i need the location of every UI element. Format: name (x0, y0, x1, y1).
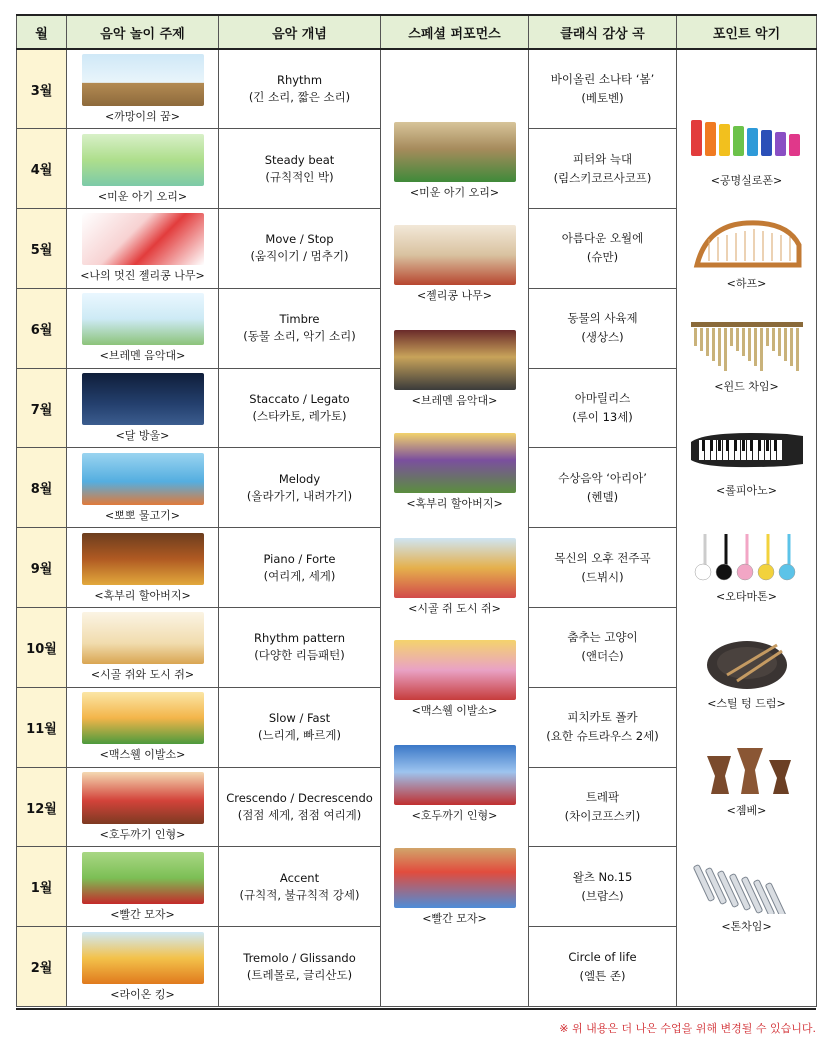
concept-en: Tremolo / Glissando (243, 950, 356, 965)
month-cell: 8월 (17, 448, 67, 528)
concept-cell (219, 608, 381, 688)
topic-cell (67, 368, 219, 448)
footnote: ※ 위 내용은 더 나은 수업을 위해 변경될 수 있습니다. (559, 1022, 816, 1035)
instrument-item (677, 858, 816, 934)
classic-composer: (차이코프스키) (564, 809, 641, 824)
concept-ko: (규칙적, 불규칙적 강세) (239, 887, 360, 902)
classic-cell (529, 49, 677, 129)
concept-ko: (긴 소리, 짧은 소리) (248, 90, 351, 105)
instrument-item (677, 422, 816, 498)
instrument-label: <하프> (726, 277, 767, 290)
instrument-item (677, 528, 816, 604)
concept-cell (219, 368, 381, 448)
concept-en: Crescendo / Decrescendo (226, 791, 373, 806)
classic-piece: 목신의 오후 전주곡 (554, 550, 651, 565)
concept-en: Timbre (279, 312, 320, 327)
topic-illustration (82, 772, 204, 824)
schedule-table (16, 14, 817, 1007)
topic-label: <호두까기 인형> (99, 828, 186, 842)
performance-label: <맥스웰 이발소> (411, 704, 498, 717)
classic-composer: (베토벤) (581, 91, 624, 106)
performance-label: <호두까기 인형> (411, 809, 498, 822)
classic-piece: 동물의 사육제 (567, 311, 638, 326)
concept-cell (219, 448, 381, 528)
concept-cell (219, 927, 381, 1007)
classic-cell (529, 129, 677, 209)
instrument-item (677, 215, 816, 291)
concept-cell (219, 767, 381, 847)
instrument-label: <톤차임> (721, 920, 772, 933)
classic-piece: 피치카토 폴카 (567, 710, 638, 725)
topic-cell (67, 49, 219, 129)
month-cell: 9월 (17, 528, 67, 608)
performance-label: <혹부리 할아버지> (406, 497, 503, 510)
performance-item (381, 433, 528, 511)
classic-piece: 피터와 늑대 (572, 151, 633, 166)
concept-ko: (트레몰로, 글리산도) (246, 967, 353, 982)
topic-cell (67, 927, 219, 1007)
bottom-rule (16, 1008, 816, 1010)
concept-cell (219, 528, 381, 608)
classic-cell (529, 368, 677, 448)
concept-cell (219, 288, 381, 368)
topic-label: <나의 멋진 젤리콩 나무> (80, 269, 205, 283)
performance-photo (394, 848, 516, 908)
instrument-label: <오타마톤> (716, 590, 777, 603)
concept-ko: (올라가기, 내려가기) (246, 488, 353, 503)
instrument-label: <롤피아노> (716, 484, 777, 497)
classic-composer: (요한 슈트라우스 2세) (546, 729, 659, 744)
topic-cell (67, 448, 219, 528)
concept-ko: (스타카토, 레가토) (252, 409, 347, 424)
concept-cell (219, 687, 381, 767)
topic-illustration (82, 612, 204, 664)
classic-piece: 바이올린 소나타 ‘봄’ (550, 72, 655, 87)
classic-composer: (엘튼 존) (579, 968, 626, 983)
month-cell: 6월 (17, 288, 67, 368)
header-row (17, 15, 817, 49)
performance-item (381, 225, 528, 303)
topic-cell (67, 129, 219, 209)
topic-illustration (82, 373, 204, 425)
instrument-column (677, 49, 817, 1007)
concept-ko: (규칙적인 박) (265, 169, 334, 184)
concept-en: Slow / Fast (268, 711, 331, 726)
classic-piece: 춤추는 고양이 (567, 630, 638, 645)
topic-illustration (82, 213, 204, 265)
classic-cell (529, 209, 677, 289)
topic-illustration (82, 453, 204, 505)
topic-cell (67, 847, 219, 927)
header-topic: 음악 놀이 주제 (67, 15, 219, 49)
classic-cell (529, 927, 677, 1007)
topic-label: <시골 쥐와 도시 쥐> (90, 668, 195, 682)
month-cell: 4월 (17, 129, 67, 209)
performance-label: <빨간 모자> (422, 912, 487, 925)
performance-item (381, 122, 528, 200)
concept-cell (219, 49, 381, 129)
topic-cell (67, 687, 219, 767)
instrument-image (687, 422, 807, 478)
concept-en: Rhythm (276, 73, 323, 88)
instrument-image (687, 742, 807, 798)
concept-cell (219, 129, 381, 209)
topic-label: <라이온 킹> (110, 987, 175, 1001)
performance-label: <시골 쥐 도시 쥐> (408, 602, 501, 615)
classic-piece: 트레팍 (585, 790, 620, 805)
concept-en: Rhythm pattern (254, 631, 345, 646)
header-concept: 음악 개념 (219, 15, 381, 49)
classic-cell (529, 847, 677, 927)
instrument-image (687, 528, 807, 584)
table-row (17, 49, 817, 129)
header-classic: 클래식 감상 곡 (529, 15, 677, 49)
instrument-label: <젬베> (726, 804, 767, 817)
performance-photo (394, 330, 516, 390)
performance-photo (394, 640, 516, 700)
topic-cell (67, 528, 219, 608)
classic-piece: 수상음악 ‘아리아’ (558, 470, 647, 485)
topic-illustration (82, 852, 204, 904)
concept-cell (219, 847, 381, 927)
instrument-image (687, 318, 807, 374)
topic-illustration (82, 692, 204, 744)
topic-label: <뽀뽀 물고기> (104, 508, 181, 522)
classic-composer: (루이 13세) (572, 410, 633, 425)
instrument-label: <공명실로폰> (710, 174, 783, 187)
instrument-label: <스틸 텅 드럼> (707, 697, 786, 710)
classic-piece: Circle of life (568, 949, 637, 964)
classic-piece: 아름다운 오월에 (561, 231, 644, 246)
classic-cell (529, 528, 677, 608)
topic-illustration (82, 54, 204, 106)
performance-column (381, 49, 529, 1007)
month-cell: 12월 (17, 767, 67, 847)
topic-cell (67, 288, 219, 368)
month-cell: 11월 (17, 687, 67, 767)
month-cell: 2월 (17, 927, 67, 1007)
concept-ko: (움직이기 / 멈추기) (250, 249, 349, 264)
classic-cell (529, 767, 677, 847)
instrument-image (687, 112, 807, 168)
topic-label: <미운 아기 오리> (97, 189, 188, 203)
instrument-image (687, 635, 807, 691)
performance-label: <젤리콩 나무> (416, 289, 493, 302)
performance-photo (394, 225, 516, 285)
topic-illustration (82, 293, 204, 345)
performance-item (381, 848, 528, 926)
classic-composer: (헨델) (586, 489, 619, 504)
concept-ko: (여리게, 세게) (263, 568, 336, 583)
classic-composer: (앤더슨) (581, 649, 624, 664)
topic-label: <빨간 모자> (110, 907, 175, 921)
concept-en: Accent (279, 870, 320, 885)
header-month: 월 (17, 15, 67, 49)
topic-illustration (82, 932, 204, 984)
performance-photo (394, 122, 516, 182)
classic-cell (529, 687, 677, 767)
performance-item (381, 538, 528, 616)
performance-item (381, 330, 528, 408)
topic-label: <까망이의 꿈> (104, 110, 181, 124)
performance-photo (394, 538, 516, 598)
month-cell: 7월 (17, 368, 67, 448)
month-cell: 1월 (17, 847, 67, 927)
classic-composer: (브람스) (581, 888, 624, 903)
concept-en: Steady beat (264, 152, 335, 167)
month-cell: 5월 (17, 209, 67, 289)
concept-cell (219, 209, 381, 289)
instrument-item (677, 742, 816, 818)
concept-ko: (다양한 리듬패턴) (254, 648, 345, 663)
topic-cell (67, 209, 219, 289)
topic-label: <달 방울> (115, 429, 170, 443)
performance-item (381, 745, 528, 823)
instrument-label: <윈드 차임> (714, 380, 779, 393)
classic-piece: 왈츠 No.15 (572, 869, 633, 884)
classic-piece: 아마릴리스 (574, 391, 631, 406)
concept-ko: (느리게, 빠르게) (258, 728, 341, 743)
performance-label: <미운 아기 오리> (409, 186, 500, 199)
topic-illustration (82, 134, 204, 186)
classic-cell (529, 608, 677, 688)
classic-composer: (슈만) (586, 250, 619, 265)
header-instrument: 포인트 악기 (677, 15, 817, 49)
instrument-item (677, 635, 816, 711)
concept-en: Move / Stop (265, 232, 334, 247)
performance-item (381, 640, 528, 718)
topic-illustration (82, 533, 204, 585)
performance-photo (394, 433, 516, 493)
topic-label: <브레멘 음악대> (99, 349, 186, 363)
instrument-item (677, 318, 816, 394)
concept-en: Piano / Forte (263, 551, 336, 566)
instrument-image (687, 215, 807, 271)
concept-ko: (점점 세게, 점점 여리게) (237, 808, 362, 823)
header-performance: 스페셜 퍼포먼스 (381, 15, 529, 49)
topic-cell (67, 608, 219, 688)
topic-label: <혹부리 할아버지> (94, 588, 191, 602)
performance-photo (394, 745, 516, 805)
classic-composer: (생상스) (581, 330, 624, 345)
concept-ko: (동물 소리, 악기 소리) (243, 329, 356, 344)
performance-label: <브레멘 음악대> (411, 394, 498, 407)
topic-cell (67, 767, 219, 847)
instrument-image (687, 858, 807, 914)
month-cell: 3월 (17, 49, 67, 129)
classic-cell (529, 288, 677, 368)
classic-cell (529, 448, 677, 528)
classic-composer: (드뷔시) (581, 569, 624, 584)
concept-en: Staccato / Legato (249, 392, 350, 407)
instrument-item (677, 112, 816, 188)
concept-en: Melody (278, 471, 321, 486)
topic-label: <맥스웰 이발소> (99, 748, 186, 762)
classic-composer: (림스키코르사코프) (553, 170, 652, 185)
month-cell: 10월 (17, 608, 67, 688)
